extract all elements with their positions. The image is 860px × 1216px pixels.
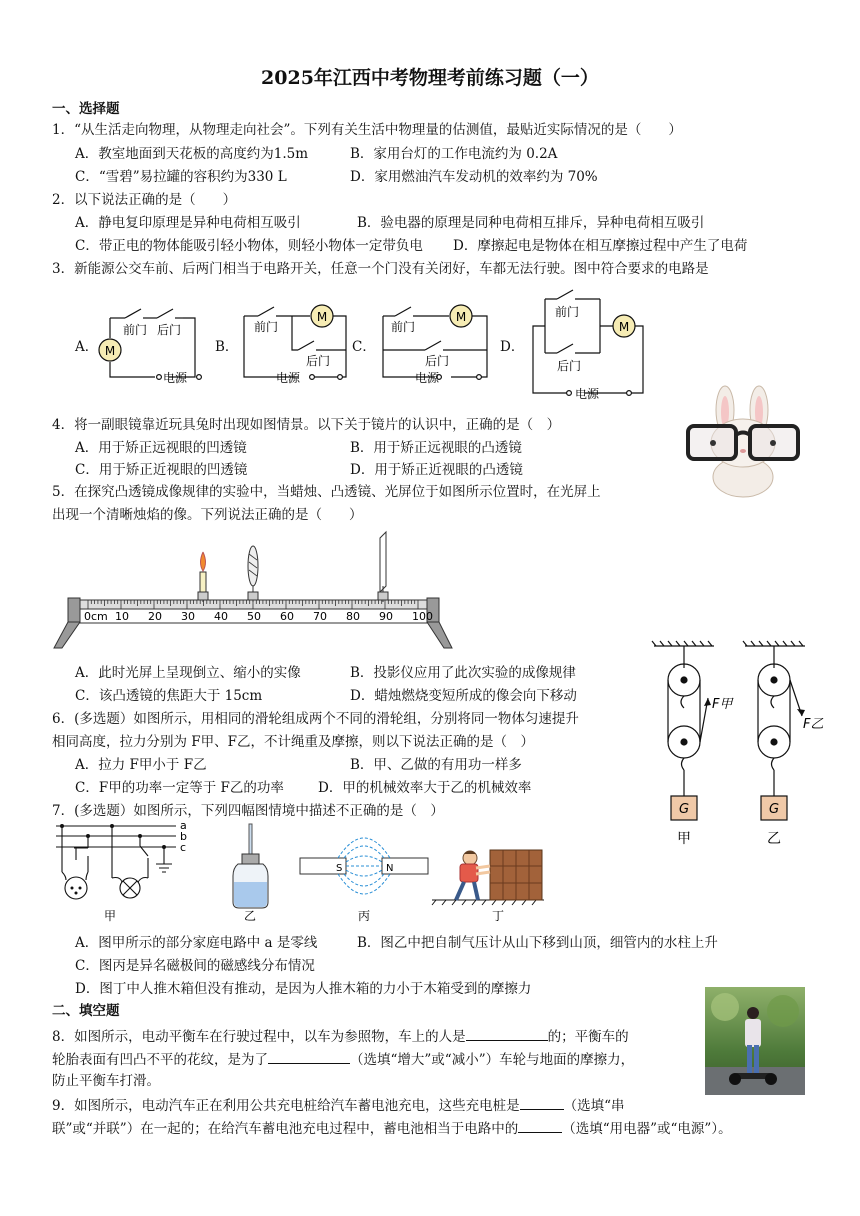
section-heading-choice: 一、选择题	[52, 101, 120, 117]
q1-stem: 1．“从生活走向物理，从物理走向社会”。下列有关生活中物理量的估测值，最贴近实际情况的是（ ）	[52, 122, 682, 138]
svg-text:M: M	[455, 310, 467, 324]
bench-scale-label: 20	[148, 610, 162, 623]
q1-option-d: D．家用燃油汽车发动机的效率约为 70%	[350, 169, 598, 185]
pole-n-label: N	[386, 863, 394, 874]
q7-option-b: B．图乙中把自制气压计从山下移到山顶，细管内的水柱上升	[357, 935, 718, 951]
circuit-diagram-b	[236, 300, 356, 390]
bench-scale-label: 50	[247, 610, 261, 623]
svg-text:电源: 电源	[575, 387, 600, 401]
back-door-label: 后门	[157, 323, 182, 337]
caption-yi: 乙	[767, 831, 781, 847]
bench-scale-label: 10	[115, 610, 129, 623]
q9-blank-2[interactable]	[518, 1118, 562, 1133]
motor-label: M	[104, 344, 116, 358]
pole-s-label: S	[336, 863, 343, 874]
balance-scooter-photo	[705, 987, 805, 1095]
svg-text:前门: 前门	[254, 320, 279, 334]
svg-text:后门: 后门	[425, 354, 450, 368]
circuit-diagram-a	[95, 300, 215, 390]
force-yi-label: F乙	[803, 717, 824, 732]
q1-option-c: C．“雪碧”易拉罐的容积约为330 L	[75, 169, 287, 185]
q9-blank-1[interactable]	[520, 1095, 564, 1110]
front-door-label: 前门	[123, 323, 148, 337]
caption-ding-7: 丁	[491, 909, 505, 923]
q7-stem: 7．(多选题）如图所示，下列四幅图情境中描述不正确的是（ ）	[52, 803, 444, 819]
circuit-diagram-d	[525, 283, 650, 405]
svg-text:后门: 后门	[306, 354, 331, 368]
q3-label-b: B．	[215, 339, 239, 355]
q6-option-d: D．甲的机械效率大于乙的机械效率	[318, 780, 532, 796]
bench-scale-label: 40	[214, 610, 228, 623]
caption-jia-7: 甲	[103, 909, 117, 923]
q6-option-b: B．甲、乙做的有用功一样多	[350, 757, 522, 773]
svg-text:M: M	[618, 320, 630, 334]
q5-option-a: A．此时光屏上呈现倒立、缩小的实像	[75, 665, 301, 681]
bench-scale-label: 70	[313, 610, 327, 623]
q7-option-d: D．图丁中人推木箱但没有推动，是因为人推木箱的力小于木箱受到的摩擦力	[75, 981, 532, 997]
bench-scale-label: 90	[379, 610, 393, 623]
q5-stem-line2: 出现一个清晰烛焰的像。下列说法正确的是（ ）	[52, 507, 363, 523]
page-title: 2025年江西中考物理考前练习题（一）	[261, 67, 599, 89]
pulley-system-figure	[650, 640, 824, 850]
q2-option-c: C．带正电的物体能吸引轻小物体，则轻小物体一定带负电	[75, 238, 423, 254]
q3-label-a: A．	[75, 339, 99, 355]
caption-bing-7: 丙	[357, 909, 371, 923]
svg-text:电源: 电源	[415, 371, 440, 385]
q7-option-c: C．图丙是异名磁极间的磁感线分布情况	[75, 958, 315, 974]
caption-jia: 甲	[677, 831, 691, 847]
svg-text:电源: 电源	[276, 371, 301, 385]
svg-text:后门: 后门	[557, 359, 582, 373]
q9-line1: 9．如图所示，电动汽车正在利用公共充电桩给汽车蓄电池充电，这些充电桩是 （选填“串	[52, 1095, 625, 1115]
q4-stem: 4．将一副眼镜靠近玩具兔时出现如图情景。以下关于镜片的认识中，正确的是（ ）	[52, 417, 561, 433]
q3-label-d: D．	[500, 339, 525, 355]
q4-option-c: C．用于矫正近视眼的凹透镜	[75, 462, 248, 478]
power-label: 电源	[163, 371, 188, 385]
q6-stem-line1: 6．(多选题）如图所示，用相同的滑轮组成两个不同的滑轮组，分别将同一物体匀速提升	[52, 711, 579, 727]
bench-scale-label: 100	[412, 610, 433, 623]
q8-blank-1[interactable]	[466, 1026, 548, 1041]
bench-scale-label: 60	[280, 610, 294, 623]
bench-scale-label: 0cm	[84, 610, 108, 623]
optical-bench-figure	[52, 530, 452, 650]
q4-option-d: D．用于矫正近视眼的凸透镜	[350, 462, 523, 478]
q4-option-b: B．用于矫正远视眼的凸透镜	[350, 440, 522, 456]
svg-text:M: M	[316, 310, 328, 324]
q5-stem-line1: 5．在探究凸透镜成像规律的实验中，当蜡烛、凸透镜、光屏位于如图所示位置时，在光屏上	[52, 484, 601, 500]
q5-option-b: B．投影仪应用了此次实验的成像规律	[350, 665, 576, 681]
q7-option-a: A．图甲所示的部分家庭电路中 a 是零线	[75, 935, 318, 951]
q6-option-c: C．F甲的功率一定等于 F乙的功率	[75, 780, 284, 796]
q1-option-b: B．家用台灯的工作电流约为 0.2A	[350, 146, 558, 162]
q2-option-d: D．摩擦起电是物体在相互摩擦过程中产生了电荷	[453, 238, 748, 254]
bench-scale-label: 30	[181, 610, 195, 623]
q3-stem: 3．新能源公交车前、后两门相当于电路开关，任意一个门没有关闭好，车都无法行驶。图中符合要求的电路是	[52, 261, 709, 277]
force-jia-label: F甲	[712, 697, 733, 712]
wire-a-label: a	[180, 819, 187, 832]
q6-option-a: A．拉力 F甲小于 F乙	[75, 757, 207, 773]
svg-text:前门: 前门	[391, 320, 416, 334]
q8-line2: 轮胎表面有凹凸不平的花纹，是为了 （选填“增大”或“减小”）车轮与地面的摩擦力，	[52, 1049, 634, 1069]
bunny-glasses-image	[683, 385, 803, 500]
caption-yi-7: 乙	[243, 909, 257, 923]
q4-option-a: A．用于矫正远视眼的凹透镜	[75, 440, 247, 456]
circuit-diagram-c	[375, 300, 500, 390]
q8-blank-2[interactable]	[268, 1049, 350, 1064]
q5-option-c: C．该凸透镜的焦距大于 15cm	[75, 688, 263, 704]
q7-figures	[52, 820, 572, 930]
q2-stem: 2．以下说法正确的是（ ）	[52, 192, 237, 208]
svg-text:G: G	[768, 802, 780, 817]
q3-label-c: C．	[352, 339, 376, 355]
wire-c-label: c	[180, 841, 187, 854]
wire-b-label: b	[180, 830, 187, 843]
q2-option-b: B．验电器的原理是同种电荷相互排斥，异种电荷相互吸引	[357, 215, 705, 231]
svg-text:前门: 前门	[555, 305, 580, 319]
bench-scale-label: 80	[346, 610, 360, 623]
svg-text:G: G	[678, 802, 690, 817]
q9-line2: 联”或“并联”）在一起的；在给汽车蓄电池充电过程中，蓄电池相当于电路中的 （选填“用电器”或“电源”）。	[52, 1118, 732, 1138]
q6-stem-line2: 相同高度，拉力分别为 F甲、F乙，不计绳重及摩擦，则以下说法正确的是（ ）	[52, 734, 535, 750]
section-heading-fill: 二、填空题	[52, 1003, 120, 1019]
q5-option-d: D．蜡烛燃烧变短所成的像会向下移动	[350, 688, 577, 704]
q8-line1: 8．如图所示，电动平衡车在行驶过程中，以车为参照物，车上的人是 的；平衡车的	[52, 1026, 629, 1046]
q8-line3: 防止平衡车打滑。	[52, 1073, 160, 1089]
q2-option-a: A．静电复印原理是异种电荷相互吸引	[75, 215, 301, 231]
q1-option-a: A．教室地面到天花板的高度约为1.5m	[75, 146, 309, 162]
